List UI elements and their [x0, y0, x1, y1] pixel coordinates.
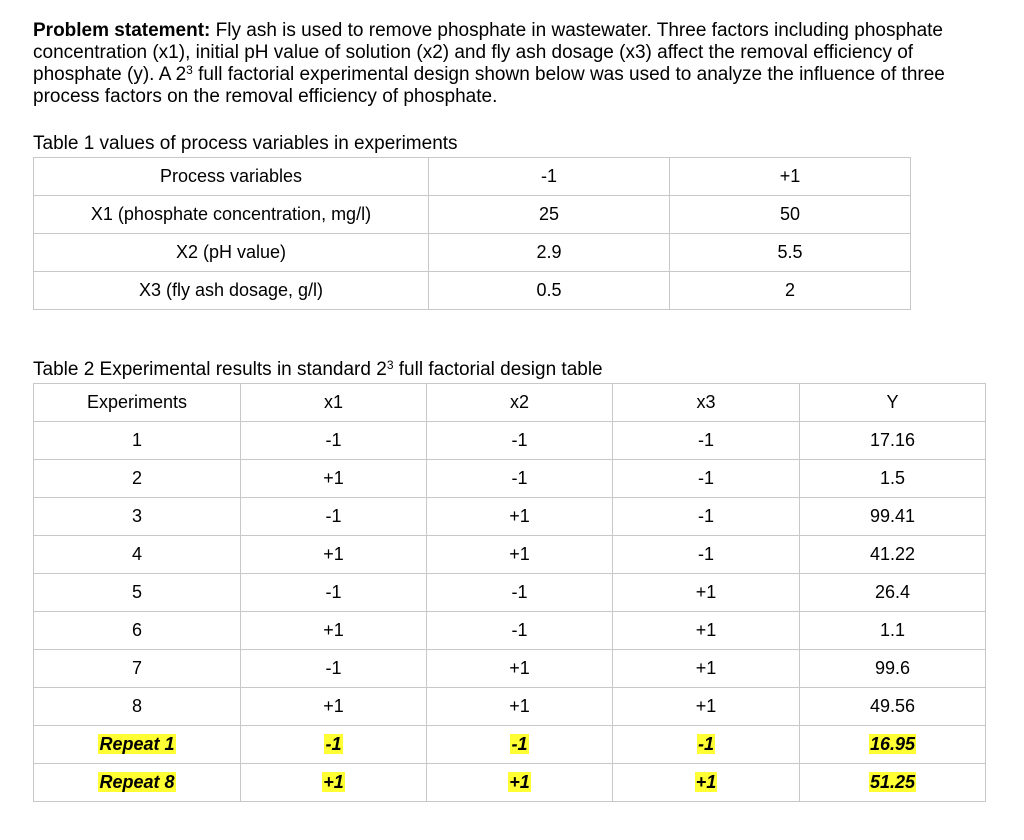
table-header-cell: x2 [427, 384, 613, 422]
table-header-cell: x3 [613, 384, 800, 422]
table2-caption-text: Table 2 Experimental results in standard 2 [33, 359, 387, 380]
table-row [34, 612, 986, 650]
table-header-cell: x1 [241, 384, 427, 422]
table-header-cell: Process variables [34, 158, 429, 196]
table-cell: 2 [670, 272, 911, 310]
table-cell: 1.1 [800, 612, 986, 650]
table-cell: 7 [34, 650, 241, 688]
table-cell: +1 [241, 688, 427, 726]
highlighted-value: -1 [697, 734, 714, 754]
highlighted-value: +1 [695, 772, 717, 792]
highlighted-value: +1 [323, 772, 344, 792]
table-cell: 41.22 [800, 536, 986, 574]
highlighted-value: Repeat 1 [99, 734, 175, 754]
table-row [34, 574, 986, 612]
table1-caption: Table 1 values of process variables in experiments [33, 133, 458, 154]
table-cell: 1 [34, 422, 241, 460]
table-row [34, 196, 911, 234]
table-cell: 17.16 [800, 422, 986, 460]
table-cell [613, 764, 800, 802]
table-cell: -1 [241, 422, 427, 460]
table-header-cell: -1 [429, 158, 670, 196]
table-cell: 4 [34, 536, 241, 574]
highlighted-value: -1 [325, 734, 342, 754]
table-header-cell: Experiments [34, 384, 241, 422]
table-cell [241, 726, 427, 764]
table-cell: 99.6 [800, 650, 986, 688]
table-cell: -1 [241, 574, 427, 612]
table-cell: +1 [241, 612, 427, 650]
table-cell: -1 [613, 460, 800, 498]
repeat-row [34, 726, 986, 764]
repeat-row [34, 764, 986, 802]
table-header-row [34, 158, 911, 196]
table-cell: 49.56 [800, 688, 986, 726]
table-row [34, 234, 911, 272]
table-cell: -1 [241, 498, 427, 536]
table-cell: 6 [34, 612, 241, 650]
problem-superscript: 3 [186, 63, 193, 77]
table-cell: -1 [613, 422, 800, 460]
problem-text-end: full factorial experimental design shown below was used to analyze the influence of three process factors on the removal efficiency of phosphate. [33, 64, 945, 107]
table-cell: X3 (fly ash dosage, g/l) [34, 272, 429, 310]
table-row [34, 422, 986, 460]
highlighted-value: Repeat 8 [99, 772, 175, 792]
table-cell: -1 [427, 574, 613, 612]
table-cell: 3 [34, 498, 241, 536]
problem-statement [33, 20, 993, 108]
table-cell: -1 [427, 422, 613, 460]
table-cell: 25 [429, 196, 670, 234]
highlighted-value: 16.95 [869, 734, 916, 754]
problem-text: Fly ash is used to remove phosphate in wastewater. Three factors including phosphate concentration (x1), initial pH value of solution (x2) and fly ash dosage (x3) affect the removal efficiency of phosphate (y). A 2 [33, 20, 943, 85]
table2-caption-superscript: 3 [386, 358, 394, 372]
table-cell: +1 [241, 536, 427, 574]
process-variables-table [33, 157, 911, 310]
table-cell: +1 [427, 650, 613, 688]
table-cell: -1 [613, 498, 800, 536]
table-cell: -1 [613, 536, 800, 574]
table-cell: X1 (phosphate concentration, mg/l) [34, 196, 429, 234]
table-cell: 2 [34, 460, 241, 498]
highlighted-value: +1 [509, 772, 530, 792]
table-cell [427, 726, 613, 764]
table-cell [800, 726, 986, 764]
table-cell: +1 [613, 574, 800, 612]
table-cell [34, 726, 241, 764]
table-cell: 0.5 [429, 272, 670, 310]
table2-caption [33, 359, 603, 381]
table-cell: +1 [613, 688, 800, 726]
table-row [34, 688, 986, 726]
table-cell [613, 726, 800, 764]
table-cell [34, 764, 241, 802]
table-header-cell: Y [800, 384, 986, 422]
table-cell: +1 [613, 612, 800, 650]
table-cell: -1 [241, 650, 427, 688]
table-cell: 8 [34, 688, 241, 726]
table-cell: +1 [427, 498, 613, 536]
table-cell: -1 [427, 460, 613, 498]
table-cell: -1 [427, 612, 613, 650]
table-cell: X2 (pH value) [34, 234, 429, 272]
table-cell: 5 [34, 574, 241, 612]
table-row [34, 272, 911, 310]
table-cell: +1 [427, 536, 613, 574]
table-cell: 2.9 [429, 234, 670, 272]
table-row [34, 650, 986, 688]
table-cell: 1.5 [800, 460, 986, 498]
highlighted-value: 51.25 [869, 772, 916, 792]
table-row [34, 460, 986, 498]
table-cell: 26.4 [800, 574, 986, 612]
experimental-results-table [33, 383, 986, 802]
table-row [34, 536, 986, 574]
table-header-row [34, 384, 986, 422]
table-cell: +1 [427, 688, 613, 726]
table-cell: +1 [241, 460, 427, 498]
table-cell: 5.5 [670, 234, 911, 272]
table-cell: +1 [613, 650, 800, 688]
table-cell [800, 764, 986, 802]
problem-label: Problem statement: [33, 20, 211, 41]
table2-caption-text-end: full factorial design table [393, 359, 603, 380]
table-row [34, 498, 986, 536]
table-cell: 99.41 [800, 498, 986, 536]
table-cell: 50 [670, 196, 911, 234]
table-cell [427, 764, 613, 802]
highlighted-value: -1 [511, 734, 528, 754]
table-cell [241, 764, 427, 802]
table-header-cell: +1 [670, 158, 911, 196]
